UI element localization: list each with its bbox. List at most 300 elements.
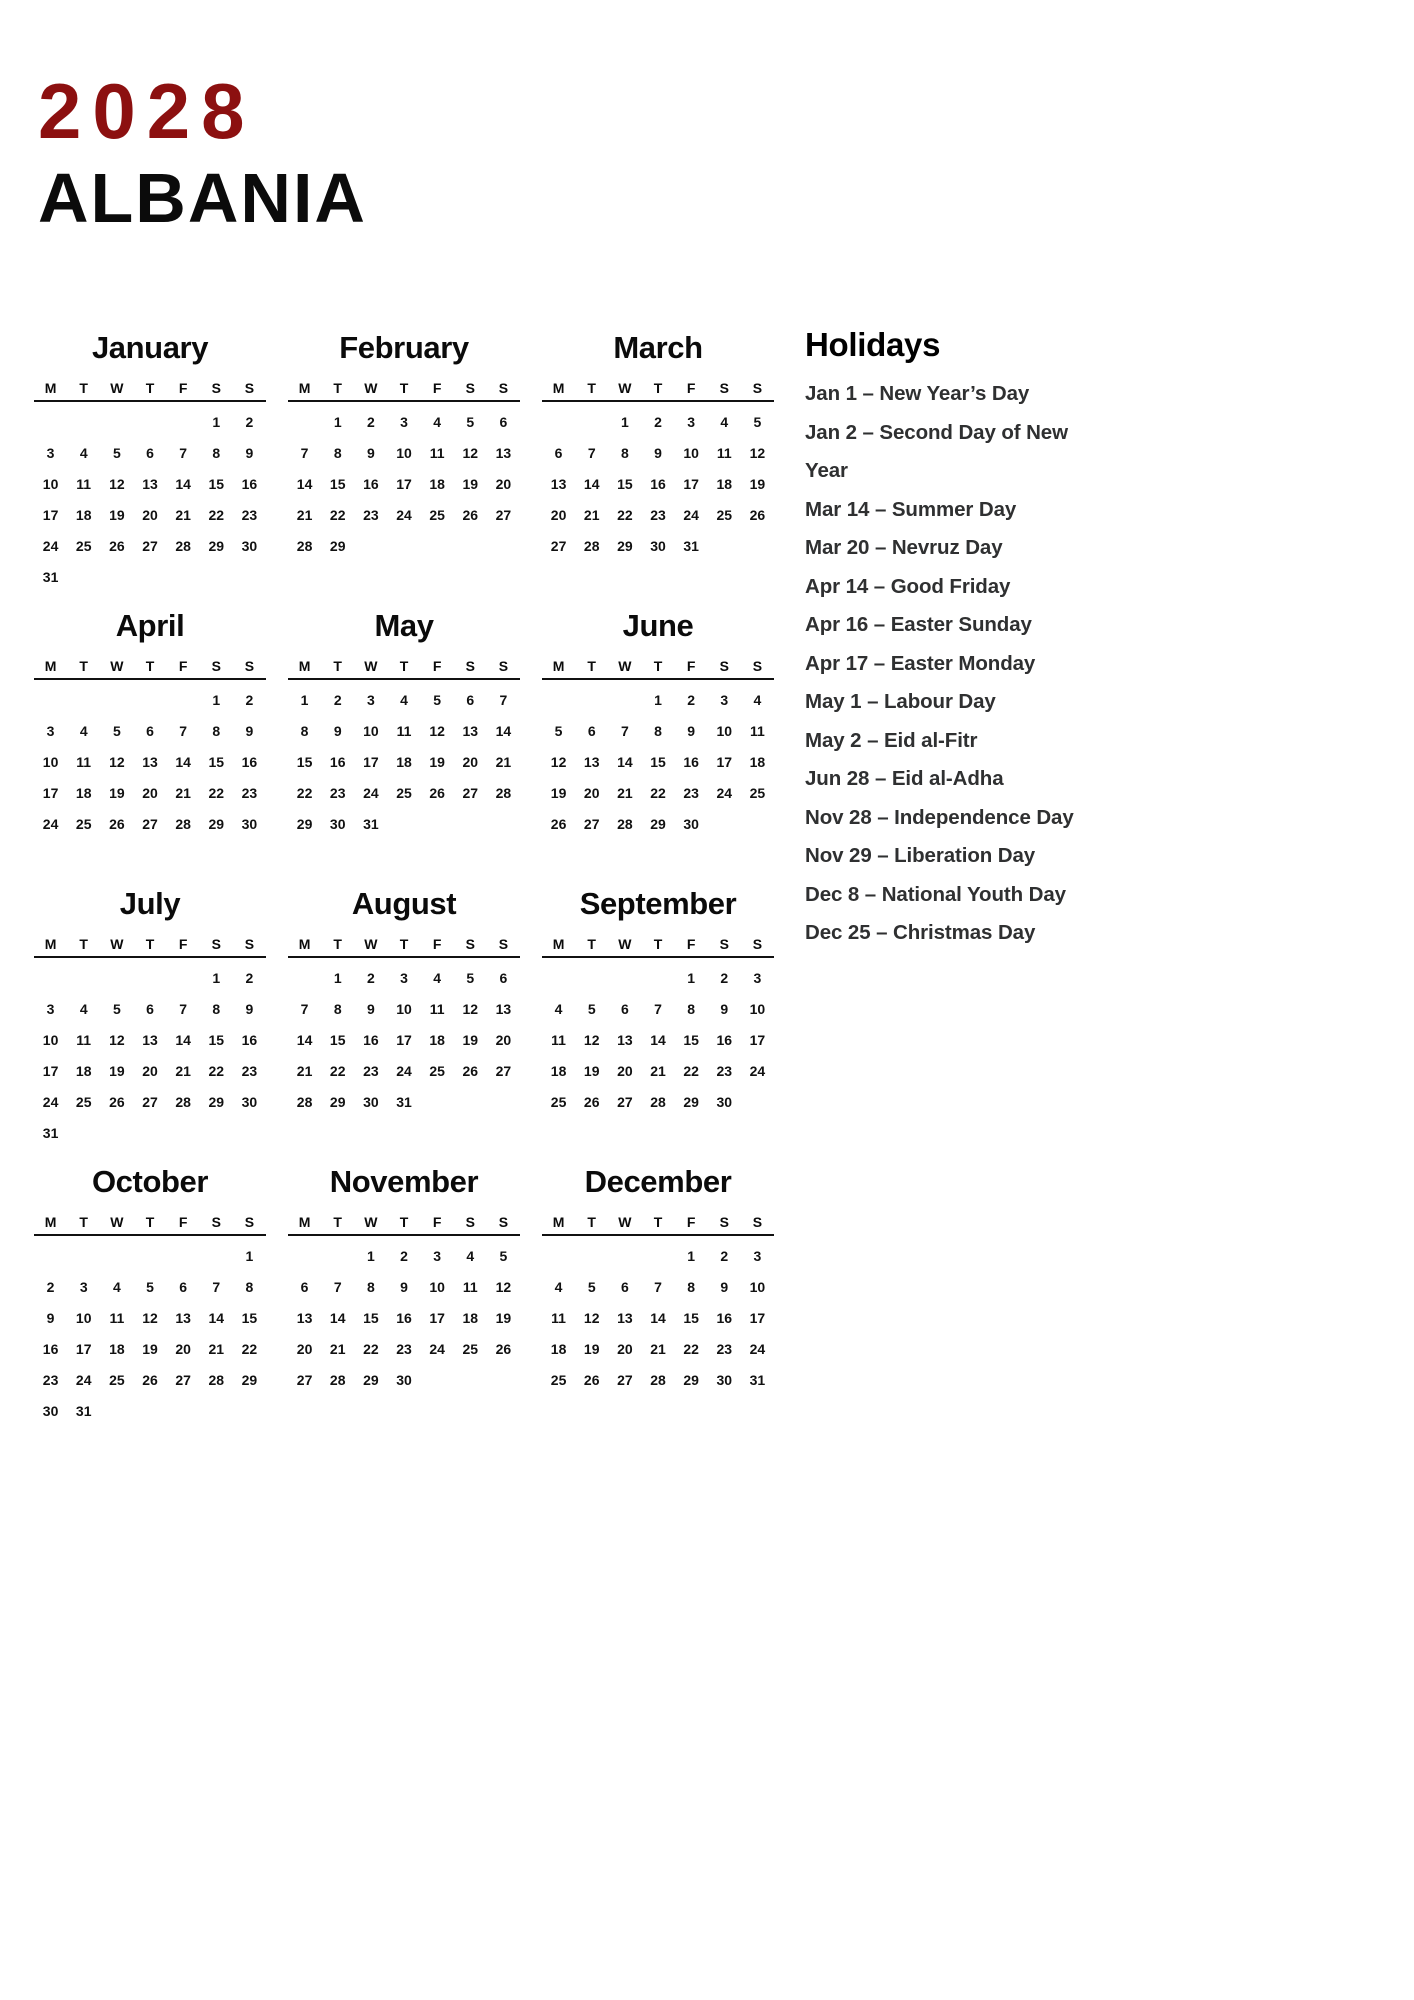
day-cell[interactable]: 16	[650, 475, 666, 492]
day-cell[interactable]: 12	[749, 444, 766, 461]
day-cell[interactable]: 23	[241, 1062, 258, 1079]
day-cell[interactable]: 11	[551, 1309, 566, 1326]
day-cell[interactable]: 18	[550, 1340, 567, 1357]
day-cell[interactable]: 1	[212, 969, 221, 986]
day-cell[interactable]: 21	[175, 1062, 191, 1079]
day-cell[interactable]: 21	[617, 784, 633, 801]
day-cell[interactable]: 18	[75, 1062, 92, 1079]
day-cell[interactable]: 27	[617, 1093, 633, 1110]
day-cell[interactable]: 9	[366, 1000, 375, 1017]
day-cell[interactable]: 11	[462, 1278, 478, 1295]
day-cell[interactable]: 22	[208, 784, 225, 801]
day-cell[interactable]: 10	[396, 1000, 412, 1017]
day-cell[interactable]: 28	[617, 815, 633, 832]
day-cell[interactable]: 22	[363, 1340, 379, 1357]
day-cell[interactable]: 26	[109, 1093, 125, 1110]
day-cell[interactable]: 22	[241, 1340, 258, 1357]
day-cell[interactable]: 6	[620, 1000, 629, 1017]
day-cell[interactable]: 22	[329, 1062, 346, 1079]
day-cell[interactable]: 3	[400, 413, 408, 430]
day-cell[interactable]: 25	[75, 815, 92, 832]
day-cell[interactable]: 4	[753, 691, 762, 708]
day-cell[interactable]: 31	[396, 1093, 412, 1110]
day-cell[interactable]: 10	[75, 1309, 92, 1326]
day-cell[interactable]: 2	[720, 969, 729, 986]
day-cell[interactable]: 18	[429, 1031, 445, 1048]
day-cell[interactable]: 26	[142, 1371, 158, 1388]
day-cell[interactable]: 13	[495, 444, 512, 461]
day-cell[interactable]: 17	[749, 1031, 766, 1048]
day-cell[interactable]: 21	[296, 506, 313, 523]
day-cell[interactable]: 1	[300, 691, 309, 708]
day-cell[interactable]: 3	[687, 413, 696, 430]
day-cell[interactable]: 18	[75, 506, 92, 523]
day-cell[interactable]: 12	[109, 475, 125, 492]
day-cell[interactable]: 28	[583, 537, 600, 554]
day-cell[interactable]: 28	[296, 1093, 313, 1110]
day-cell[interactable]: 17	[429, 1309, 445, 1326]
day-cell[interactable]: 28	[175, 1093, 191, 1110]
day-cell[interactable]: 12	[142, 1309, 158, 1326]
day-cell[interactable]: 15	[208, 475, 225, 492]
day-cell[interactable]: 14	[650, 1031, 666, 1048]
day-cell[interactable]: 10	[683, 444, 699, 461]
day-cell[interactable]: 6	[466, 691, 475, 708]
day-cell[interactable]: 12	[495, 1278, 512, 1295]
day-cell[interactable]: 17	[42, 784, 59, 801]
day-cell[interactable]: 3	[753, 969, 762, 986]
day-cell[interactable]: 14	[650, 1309, 666, 1326]
day-cell[interactable]: 27	[583, 815, 600, 832]
day-cell[interactable]: 20	[617, 1062, 633, 1079]
day-cell[interactable]: 27	[175, 1371, 191, 1388]
day-cell[interactable]: 7	[333, 1278, 342, 1295]
day-cell[interactable]: 20	[550, 506, 567, 523]
day-cell[interactable]: 19	[583, 1062, 600, 1079]
day-cell[interactable]: 8	[366, 1278, 375, 1295]
day-cell[interactable]: 16	[241, 753, 258, 770]
day-cell[interactable]: 30	[241, 815, 258, 832]
day-cell[interactable]: 26	[583, 1371, 600, 1388]
day-cell[interactable]: 28	[650, 1371, 666, 1388]
day-cell[interactable]: 30	[363, 1093, 379, 1110]
day-cell[interactable]: 26	[495, 1340, 512, 1357]
day-cell[interactable]: 3	[46, 444, 55, 461]
day-cell[interactable]: 11	[76, 1031, 92, 1048]
day-cell[interactable]: 14	[296, 475, 313, 492]
day-cell[interactable]: 5	[554, 722, 563, 739]
day-cell[interactable]: 12	[462, 444, 479, 461]
day-cell[interactable]: 8	[654, 722, 662, 739]
day-cell[interactable]: 18	[462, 1309, 479, 1326]
day-cell[interactable]: 25	[429, 506, 445, 523]
day-cell[interactable]: 1	[687, 969, 696, 986]
day-cell[interactable]: 12	[550, 753, 567, 770]
day-cell[interactable]: 20	[495, 1031, 512, 1048]
day-cell[interactable]: 23	[42, 1371, 59, 1388]
day-cell[interactable]: 19	[109, 1062, 125, 1079]
day-cell[interactable]: 2	[46, 1278, 55, 1295]
day-cell[interactable]: 8	[333, 1000, 342, 1017]
day-cell[interactable]: 16	[683, 753, 699, 770]
day-cell[interactable]: 10	[716, 722, 733, 739]
day-cell[interactable]: 13	[617, 1309, 633, 1326]
day-cell[interactable]: 6	[146, 1000, 154, 1017]
day-cell[interactable]: 23	[683, 784, 699, 801]
day-cell[interactable]: 29	[208, 537, 225, 554]
day-cell[interactable]: 15	[329, 475, 346, 492]
day-cell[interactable]: 24	[396, 1062, 412, 1079]
day-cell[interactable]: 29	[329, 537, 346, 554]
day-cell[interactable]: 1	[333, 413, 342, 430]
day-cell[interactable]: 7	[212, 1278, 221, 1295]
day-cell[interactable]: 18	[75, 784, 92, 801]
day-cell[interactable]: 24	[749, 1062, 766, 1079]
day-cell[interactable]: 9	[687, 722, 696, 739]
day-cell[interactable]: 19	[583, 1340, 600, 1357]
day-cell[interactable]: 13	[583, 753, 600, 770]
day-cell[interactable]: 24	[749, 1340, 766, 1357]
day-cell[interactable]: 17	[42, 506, 59, 523]
day-cell[interactable]: 4	[433, 969, 442, 986]
day-cell[interactable]: 15	[329, 1031, 346, 1048]
day-cell[interactable]: 18	[109, 1340, 125, 1357]
day-cell[interactable]: 4	[433, 413, 442, 430]
day-cell[interactable]: 31	[363, 815, 379, 832]
day-cell[interactable]: 25	[550, 1371, 567, 1388]
day-cell[interactable]: 7	[300, 444, 309, 461]
day-cell[interactable]: 12	[583, 1309, 600, 1326]
day-cell[interactable]: 26	[109, 815, 125, 832]
day-cell[interactable]: 31	[42, 1124, 59, 1141]
day-cell[interactable]: 29	[683, 1093, 699, 1110]
day-cell[interactable]: 5	[587, 1000, 596, 1017]
day-cell[interactable]: 27	[296, 1371, 313, 1388]
day-cell[interactable]: 13	[175, 1309, 191, 1326]
day-cell[interactable]: 18	[716, 475, 733, 492]
day-cell[interactable]: 25	[429, 1062, 445, 1079]
day-cell[interactable]: 31	[42, 568, 59, 585]
day-cell[interactable]: 6	[146, 722, 154, 739]
day-cell[interactable]: 24	[75, 1371, 92, 1388]
day-cell[interactable]: 23	[241, 784, 258, 801]
day-cell[interactable]: 3	[366, 691, 375, 708]
day-cell[interactable]: 31	[749, 1371, 766, 1388]
day-cell[interactable]: 7	[587, 444, 596, 461]
day-cell[interactable]: 14	[617, 753, 633, 770]
day-cell[interactable]: 9	[366, 444, 375, 461]
day-cell[interactable]: 3	[753, 1247, 762, 1264]
day-cell[interactable]: 8	[212, 1000, 221, 1017]
day-cell[interactable]: 30	[396, 1371, 412, 1388]
day-cell[interactable]: 21	[650, 1062, 666, 1079]
day-cell[interactable]: 1	[654, 691, 662, 708]
day-cell[interactable]: 14	[583, 475, 600, 492]
day-cell[interactable]: 22	[617, 506, 633, 523]
day-cell[interactable]: 22	[208, 506, 225, 523]
day-cell[interactable]: 13	[296, 1309, 313, 1326]
day-cell[interactable]: 21	[583, 506, 600, 523]
day-cell[interactable]: 25	[462, 1340, 479, 1357]
day-cell[interactable]: 7	[654, 1278, 662, 1295]
day-cell[interactable]: 8	[620, 444, 629, 461]
day-cell[interactable]: 30	[42, 1402, 59, 1419]
day-cell[interactable]: 30	[716, 1371, 733, 1388]
day-cell[interactable]: 15	[683, 1031, 699, 1048]
day-cell[interactable]: 12	[429, 722, 445, 739]
day-cell[interactable]: 23	[363, 506, 379, 523]
day-cell[interactable]: 26	[462, 1062, 479, 1079]
day-cell[interactable]: 12	[109, 753, 125, 770]
day-cell[interactable]: 17	[75, 1340, 92, 1357]
day-cell[interactable]: 15	[208, 1031, 225, 1048]
day-cell[interactable]: 13	[142, 475, 158, 492]
day-cell[interactable]: 29	[650, 815, 666, 832]
day-cell[interactable]: 14	[208, 1309, 225, 1326]
day-cell[interactable]: 20	[296, 1340, 313, 1357]
day-cell[interactable]: 17	[42, 1062, 59, 1079]
day-cell[interactable]: 25	[75, 1093, 92, 1110]
day-cell[interactable]: 14	[329, 1309, 346, 1326]
day-cell[interactable]: 9	[400, 1278, 408, 1295]
day-cell[interactable]: 20	[495, 475, 512, 492]
day-cell[interactable]: 20	[142, 1062, 158, 1079]
day-cell[interactable]: 3	[79, 1278, 88, 1295]
day-cell[interactable]: 15	[296, 753, 313, 770]
day-cell[interactable]: 15	[617, 475, 633, 492]
day-cell[interactable]: 9	[720, 1278, 729, 1295]
day-cell[interactable]: 18	[429, 475, 445, 492]
day-cell[interactable]: 27	[617, 1371, 633, 1388]
day-cell[interactable]: 14	[495, 722, 512, 739]
day-cell[interactable]: 10	[749, 1000, 766, 1017]
day-cell[interactable]: 19	[495, 1309, 512, 1326]
day-cell[interactable]: 1	[620, 413, 629, 430]
day-cell[interactable]: 27	[142, 1093, 158, 1110]
day-cell[interactable]: 19	[142, 1340, 158, 1357]
day-cell[interactable]: 19	[749, 475, 766, 492]
day-cell[interactable]: 16	[363, 475, 379, 492]
day-cell[interactable]: 17	[396, 1031, 412, 1048]
day-cell[interactable]: 8	[333, 444, 342, 461]
day-cell[interactable]: 22	[296, 784, 313, 801]
day-cell[interactable]: 11	[429, 1000, 445, 1017]
day-cell[interactable]: 28	[329, 1371, 346, 1388]
day-cell[interactable]: 20	[142, 506, 158, 523]
day-cell[interactable]: 26	[462, 506, 479, 523]
day-cell[interactable]: 1	[212, 691, 221, 708]
day-cell[interactable]: 23	[716, 1062, 733, 1079]
day-cell[interactable]: 2	[687, 691, 696, 708]
day-cell[interactable]: 30	[329, 815, 346, 832]
day-cell[interactable]: 17	[749, 1309, 766, 1326]
day-cell[interactable]: 21	[495, 753, 512, 770]
day-cell[interactable]: 17	[396, 475, 412, 492]
day-cell[interactable]: 5	[433, 691, 442, 708]
day-cell[interactable]: 10	[396, 444, 412, 461]
day-cell[interactable]: 30	[716, 1093, 733, 1110]
day-cell[interactable]: 8	[687, 1000, 696, 1017]
day-cell[interactable]: 10	[42, 1031, 59, 1048]
day-cell[interactable]: 27	[550, 537, 567, 554]
day-cell[interactable]: 30	[241, 537, 258, 554]
day-cell[interactable]: 23	[396, 1340, 412, 1357]
day-cell[interactable]: 13	[550, 475, 567, 492]
day-cell[interactable]: 4	[400, 691, 408, 708]
day-cell[interactable]: 30	[241, 1093, 258, 1110]
day-cell[interactable]: 29	[329, 1093, 346, 1110]
day-cell[interactable]: 6	[554, 444, 563, 461]
day-cell[interactable]: 5	[112, 1000, 121, 1017]
day-cell[interactable]: 17	[683, 475, 699, 492]
day-cell[interactable]: 9	[245, 444, 254, 461]
day-cell[interactable]: 7	[499, 691, 508, 708]
day-cell[interactable]: 11	[76, 753, 92, 770]
day-cell[interactable]: 21	[296, 1062, 313, 1079]
day-cell[interactable]: 11	[551, 1031, 566, 1048]
day-cell[interactable]: 21	[175, 506, 191, 523]
day-cell[interactable]: 27	[142, 815, 158, 832]
day-cell[interactable]: 26	[749, 506, 766, 523]
day-cell[interactable]: 25	[396, 784, 412, 801]
day-cell[interactable]: 5	[753, 413, 762, 430]
day-cell[interactable]: 19	[109, 784, 125, 801]
day-cell[interactable]: 2	[333, 691, 342, 708]
day-cell[interactable]: 20	[617, 1340, 633, 1357]
day-cell[interactable]: 7	[620, 722, 629, 739]
day-cell[interactable]: 9	[245, 722, 254, 739]
day-cell[interactable]: 16	[396, 1309, 412, 1326]
day-cell[interactable]: 8	[245, 1278, 254, 1295]
day-cell[interactable]: 26	[109, 537, 125, 554]
day-cell[interactable]: 3	[433, 1247, 442, 1264]
day-cell[interactable]: 5	[466, 413, 475, 430]
day-cell[interactable]: 10	[42, 475, 59, 492]
day-cell[interactable]: 11	[429, 444, 445, 461]
day-cell[interactable]: 15	[683, 1309, 699, 1326]
day-cell[interactable]: 1	[333, 969, 342, 986]
day-cell[interactable]: 25	[75, 537, 92, 554]
day-cell[interactable]: 3	[46, 1000, 55, 1017]
day-cell[interactable]: 13	[495, 1000, 512, 1017]
day-cell[interactable]: 16	[42, 1340, 59, 1357]
day-cell[interactable]: 23	[716, 1340, 733, 1357]
day-cell[interactable]: 29	[617, 537, 633, 554]
day-cell[interactable]: 27	[142, 537, 158, 554]
day-cell[interactable]: 2	[654, 413, 662, 430]
day-cell[interactable]: 15	[241, 1309, 258, 1326]
day-cell[interactable]: 31	[683, 537, 699, 554]
day-cell[interactable]: 20	[462, 753, 479, 770]
day-cell[interactable]: 16	[241, 1031, 258, 1048]
day-cell[interactable]: 17	[716, 753, 733, 770]
day-cell[interactable]: 7	[654, 1000, 662, 1017]
day-cell[interactable]: 16	[716, 1031, 733, 1048]
day-cell[interactable]: 25	[749, 784, 766, 801]
day-cell[interactable]: 29	[683, 1371, 699, 1388]
day-cell[interactable]: 28	[495, 784, 512, 801]
day-cell[interactable]: 28	[650, 1093, 666, 1110]
day-cell[interactable]: 27	[495, 1062, 512, 1079]
day-cell[interactable]: 9	[46, 1309, 55, 1326]
day-cell[interactable]: 3	[46, 722, 55, 739]
day-cell[interactable]: 19	[550, 784, 567, 801]
day-cell[interactable]: 27	[495, 506, 512, 523]
day-cell[interactable]: 28	[175, 537, 191, 554]
day-cell[interactable]: 20	[583, 784, 600, 801]
day-cell[interactable]: 4	[112, 1278, 121, 1295]
day-cell[interactable]: 8	[687, 1278, 696, 1295]
day-cell[interactable]: 5	[587, 1278, 596, 1295]
day-cell[interactable]: 12	[109, 1031, 125, 1048]
day-cell[interactable]: 24	[363, 784, 379, 801]
day-cell[interactable]: 13	[462, 722, 479, 739]
day-cell[interactable]: 28	[208, 1371, 225, 1388]
day-cell[interactable]: 19	[462, 1031, 479, 1048]
day-cell[interactable]: 11	[716, 444, 732, 461]
day-cell[interactable]: 19	[109, 506, 125, 523]
day-cell[interactable]: 20	[142, 784, 158, 801]
day-cell[interactable]: 15	[208, 753, 225, 770]
day-cell[interactable]: 8	[212, 444, 221, 461]
day-cell[interactable]: 16	[241, 475, 258, 492]
day-cell[interactable]: 7	[179, 722, 188, 739]
day-cell[interactable]: 4	[554, 1000, 563, 1017]
day-cell[interactable]: 5	[112, 722, 121, 739]
day-cell[interactable]: 4	[79, 1000, 88, 1017]
day-cell[interactable]: 12	[583, 1031, 600, 1048]
day-cell[interactable]: 22	[329, 506, 346, 523]
day-cell[interactable]: 20	[175, 1340, 191, 1357]
day-cell[interactable]: 1	[212, 413, 221, 430]
day-cell[interactable]: 1	[687, 1247, 696, 1264]
day-cell[interactable]: 9	[245, 1000, 254, 1017]
day-cell[interactable]: 9	[333, 722, 342, 739]
day-cell[interactable]: 15	[363, 1309, 379, 1326]
day-cell[interactable]: 14	[175, 753, 191, 770]
day-cell[interactable]: 13	[142, 753, 158, 770]
day-cell[interactable]: 24	[42, 815, 59, 832]
day-cell[interactable]: 17	[363, 753, 379, 770]
day-cell[interactable]: 21	[650, 1340, 666, 1357]
day-cell[interactable]: 11	[76, 475, 92, 492]
day-cell[interactable]: 31	[75, 1402, 92, 1419]
day-cell[interactable]: 21	[175, 784, 191, 801]
day-cell[interactable]: 6	[499, 969, 508, 986]
day-cell[interactable]: 2	[245, 969, 254, 986]
day-cell[interactable]: 24	[429, 1340, 445, 1357]
day-cell[interactable]: 5	[499, 1247, 508, 1264]
day-cell[interactable]: 21	[329, 1340, 346, 1357]
day-cell[interactable]: 19	[429, 753, 445, 770]
day-cell[interactable]: 14	[175, 475, 191, 492]
day-cell[interactable]: 7	[179, 444, 188, 461]
day-cell[interactable]: 2	[366, 969, 375, 986]
day-cell[interactable]: 2	[366, 413, 375, 430]
day-cell[interactable]: 6	[300, 1278, 309, 1295]
day-cell[interactable]: 6	[179, 1278, 188, 1295]
day-cell[interactable]: 12	[462, 1000, 479, 1017]
day-cell[interactable]: 25	[550, 1093, 567, 1110]
day-cell[interactable]: 14	[175, 1031, 191, 1048]
day-cell[interactable]: 16	[716, 1309, 733, 1326]
day-cell[interactable]: 8	[212, 722, 221, 739]
day-cell[interactable]: 5	[466, 969, 475, 986]
day-cell[interactable]: 16	[363, 1031, 379, 1048]
day-cell[interactable]: 30	[650, 537, 666, 554]
day-cell[interactable]: 18	[550, 1062, 567, 1079]
day-cell[interactable]: 29	[296, 815, 313, 832]
